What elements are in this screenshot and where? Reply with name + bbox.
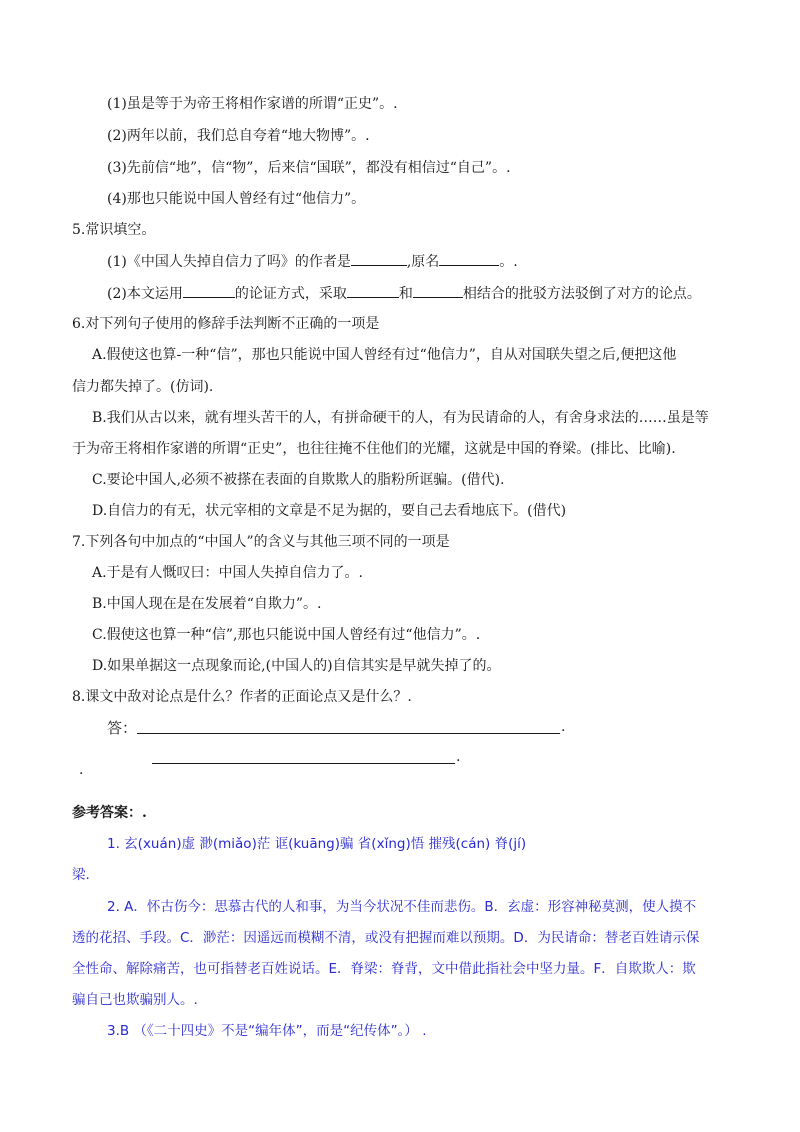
answer-2-line-1: 2. A．怀古伤今：思慕古代的人和事，为当今状况不佳而悲伤。B．玄虚：形容神秘莫测，使人摸不 bbox=[107, 899, 697, 915]
q5-title: 5.常识填空。 bbox=[72, 222, 156, 238]
q6-option-a-line-1: A.假使这也算-一种“信”，那也只能说中国人曾经有过“他信力”，自从对国联失望之后,便把这他 bbox=[92, 347, 677, 363]
q5-item-1-text-c: 。. bbox=[499, 254, 518, 270]
answer-2-line-2: 透的花招、手段。C．渺茫：因遥远而模糊不清，或没有把握而难以预期。D．为民请命：替老百姓请示保 bbox=[72, 930, 700, 946]
q5-item-2-text-b: 的论证方式，采取 bbox=[234, 286, 347, 302]
q4-item-2: (2)两年以前，我们总自夸着“地大物博”。. bbox=[107, 128, 370, 144]
stray-mark: . bbox=[79, 762, 84, 778]
q7-title: 7.下列各句中加点的“中国人”的含义与其他三项不同的一项是 bbox=[72, 534, 450, 550]
answer-blank[interactable] bbox=[439, 251, 499, 266]
q8-line-end-1: . bbox=[561, 719, 566, 735]
q6-option-c: C.要论中国人,必须不被搽在表面的自欺欺人的脂粉所诓骗。(借代). bbox=[92, 472, 505, 488]
q7-option-b: B.中国人现在是在发展着“自欺力”。. bbox=[92, 596, 322, 612]
q4-item-1: (1)虽是等于为帝王将相作家谱的所谓“正史”。. bbox=[107, 96, 398, 112]
answer-line[interactable] bbox=[137, 733, 560, 734]
q5-item-1-text-b: ,原名 bbox=[406, 254, 440, 270]
q7-option-d: D.如果单据这一点现象而论,(中国人的)自信其实是早就失掉了的。 bbox=[92, 658, 501, 674]
q5-item-2-text-c: 和 bbox=[398, 286, 413, 302]
answers-heading: 参考答案：. bbox=[72, 805, 147, 821]
q5-item-2-text-d: 相结合的批驳方法驳倒了对方的论点。 bbox=[462, 286, 701, 302]
answer-blank[interactable] bbox=[351, 251, 407, 266]
q6-option-a-line-2: 信力都失掉了。(仿词). bbox=[72, 379, 214, 395]
q6-title: 6.对下列句子使用的修辞手法判断不正确的一项是 bbox=[72, 316, 380, 332]
q4-item-3: (3)先前信“地”，信“物”，后来信“国联”，都没有相信过“自己”。. bbox=[107, 160, 511, 176]
q8-answer-label: 答： bbox=[107, 719, 138, 737]
q5-item-1-text-a: (1)《中国人失掉自信力了吗》的作者是 bbox=[107, 254, 351, 270]
q5-item-2 bbox=[107, 283, 701, 304]
q6-option-d: D.自信力的有无，状元宰相的文章是不足为据的，要自己去看地底下。(借代) bbox=[92, 503, 567, 519]
answer-3: 3.B （《二十四史》不是“编年体”，而是“纪传体”。） . bbox=[107, 1023, 427, 1039]
answer-2-line-4: 骗自己也欺骗别人。. bbox=[72, 992, 198, 1008]
q8-line-end-2: . bbox=[456, 749, 461, 765]
q6-option-b-line-1: B.我们从古以来，就有埋头苦干的人，有拼命硬干的人，有为民请命的人，有舍身求法的……虽是等 bbox=[92, 410, 709, 426]
answer-2-line-3: 全性命、解除痛苦，也可指替老百姓说话。E．脊梁：脊背，文中借此指社会中坚力量。F．自欺欺人：欺 bbox=[72, 961, 696, 977]
q8-title: 8.课文中敌对论点是什么？作者的正面论点又是什么？. bbox=[72, 689, 412, 705]
q7-option-c: C.假使这也算一种“信”,那也只能说中国人曾经有过“他信力”。. bbox=[92, 627, 481, 643]
q5-item-2-text-a: (2)本文运用 bbox=[107, 286, 183, 302]
q5-item-1 bbox=[107, 251, 518, 272]
answer-blank[interactable] bbox=[347, 283, 399, 298]
answer-1-line-1: 1. 玄(xuán)虚 渺(miǎo)茫 诓(kuāng)骗 省(xǐng)悟 摧残(cán) 脊(jí) bbox=[107, 836, 527, 852]
answer-blank[interactable] bbox=[413, 283, 463, 298]
answer-blank[interactable] bbox=[183, 283, 235, 298]
answer-line[interactable] bbox=[152, 763, 455, 764]
answer-1-line-2: 梁. bbox=[72, 867, 90, 883]
q6-option-b-line-2: 于为帝王将相作家谱的所谓“正史”，也往往掩不住他们的光耀，这就是中国的脊梁。(排比、比喻). bbox=[72, 441, 676, 457]
q4-item-4: (4)那也只能说中国人曾经有过“他信力”。 bbox=[107, 191, 366, 207]
q7-option-a: A.于是有人慨叹曰：中国人失掉自信力了。. bbox=[92, 565, 364, 581]
